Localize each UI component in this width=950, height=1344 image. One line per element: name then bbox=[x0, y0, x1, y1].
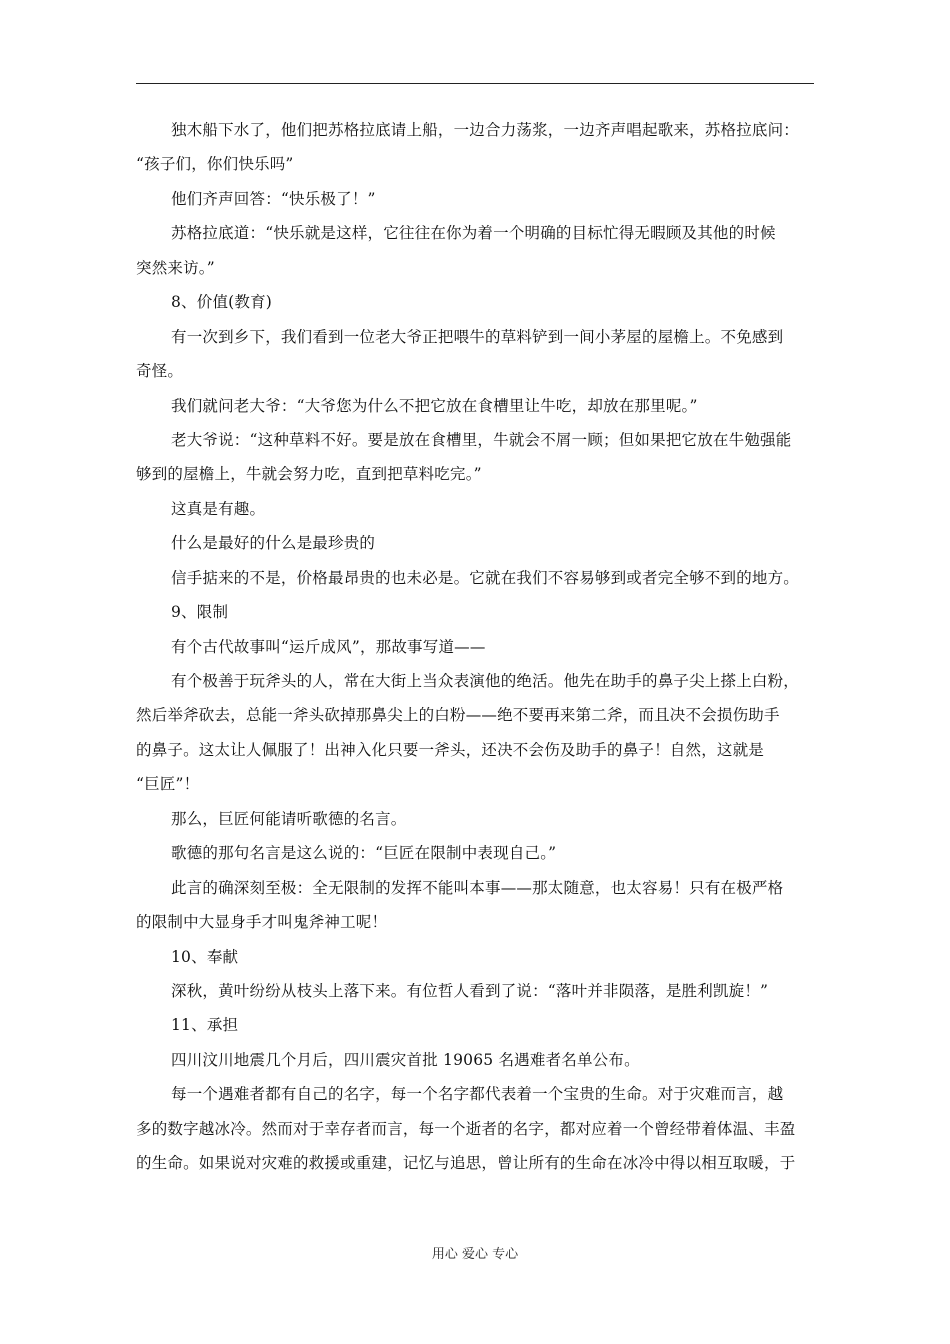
text-line: 的鼻子。这太让人佩服了！出神入化只要一斧头，还决不会伤及助手的鼻子！自然，这就是 bbox=[136, 740, 765, 759]
text-line: 每一个遇难者都有自己的名字，每一个名字都代表着一个宝贵的生命。对于灾难而言，越 bbox=[171, 1085, 784, 1104]
text-line: 老大爷说：“这种草料不好。要是放在食槽里，牛就会不屑一顾；但如果把它放在牛勉强能 bbox=[171, 430, 792, 449]
text-line: 有个古代故事叫“运斤成风”，那故事写道—— bbox=[171, 637, 486, 656]
text-line: 什么是最好的什么是最珍贵的 bbox=[171, 534, 376, 553]
text-line: 这真是有趣。 bbox=[171, 499, 266, 518]
text-line: 10、奉献 bbox=[171, 947, 239, 966]
text-line: 11、承担 bbox=[171, 1016, 239, 1035]
text-line: 有个极善于玩斧头的人，常在大街上当众表演他的绝活。他先在助手的鼻子尖上搽上白粉， bbox=[171, 672, 800, 690]
text-line: 8、价值(教育) bbox=[171, 293, 273, 312]
text-line: 那么，巨匠何能请听歌德的名言。 bbox=[171, 809, 407, 828]
text-line: 深秋，黄叶纷纷从枝头上落下来。有位哲人看到了说：“落叶并非陨落，是胜利凯旋！” bbox=[171, 981, 769, 1000]
page-footer: 用心 爱心 专心 bbox=[431, 1247, 519, 1262]
document-body bbox=[136, 113, 816, 1181]
text-line: 的限制中大显身手才叫鬼斧神工呢！ bbox=[136, 913, 388, 932]
text-line: 信手掂来的不是，价格最昂贵的也未必是。它就在我们不容易够到或者完全够不到的地方。 bbox=[171, 568, 800, 587]
text-line: 我们就问老大爷：“大爷您为什么不把它放在食槽里让牛吃，却放在那里呢。” bbox=[171, 396, 698, 415]
text-line: 9、限制 bbox=[171, 603, 229, 622]
text-line: 的生命。如果说对灾难的救援或重建，记忆与追思，曾让所有的生命在冰冷中得以相互取暖，于 bbox=[136, 1154, 796, 1173]
text-line: 奇怪。 bbox=[136, 362, 184, 381]
text-line: 他们齐声回答：“快乐极了！” bbox=[171, 189, 376, 208]
text-line: 歌德的那句名言是这么说的：“巨匠在限制中表现自己。” bbox=[171, 844, 557, 863]
text-line: 独木船下水了，他们把苏格拉底请上船，一边合力荡浆，一边齐声唱起歌来，苏格拉底问： bbox=[171, 121, 800, 139]
text-line: “孩子们，你们快乐吗” bbox=[136, 155, 294, 174]
text-line: 四川汶川地震几个月后，四川震灾首批 19065 名遇难者名单公布。 bbox=[171, 1050, 640, 1069]
text-line: 多的数字越冰冷。然而对于幸存者而言，每一个逝者的名字，都对应着一个曾经带着体温、丰盈 bbox=[136, 1119, 796, 1138]
text-line: 够到的屋檐上，牛就会努力吃，直到把草料吃完。” bbox=[136, 465, 482, 484]
header-rule bbox=[136, 83, 814, 84]
text-line: 然后举斧砍去，总能一斧头砍掉那鼻尖上的白粉——绝不要再来第二斧，而且决不会损伤助手 bbox=[136, 706, 780, 725]
text-line: 有一次到乡下，我们看到一位老大爷正把喂牛的草料铲到一间小茅屋的屋檐上。不免感到 bbox=[171, 327, 784, 346]
text-line: “巨匠”！ bbox=[136, 775, 200, 794]
text-line: 突然来访。” bbox=[136, 258, 215, 277]
text-line: 此言的确深刻至极：全无限制的发挥不能叫本事——那太随意，也太容易！只有在极严格 bbox=[171, 878, 784, 897]
text-line: 苏格拉底道：“快乐就是这样，它往往在你为着一个明确的目标忙得无暇顾及其他的时候 bbox=[171, 224, 776, 243]
